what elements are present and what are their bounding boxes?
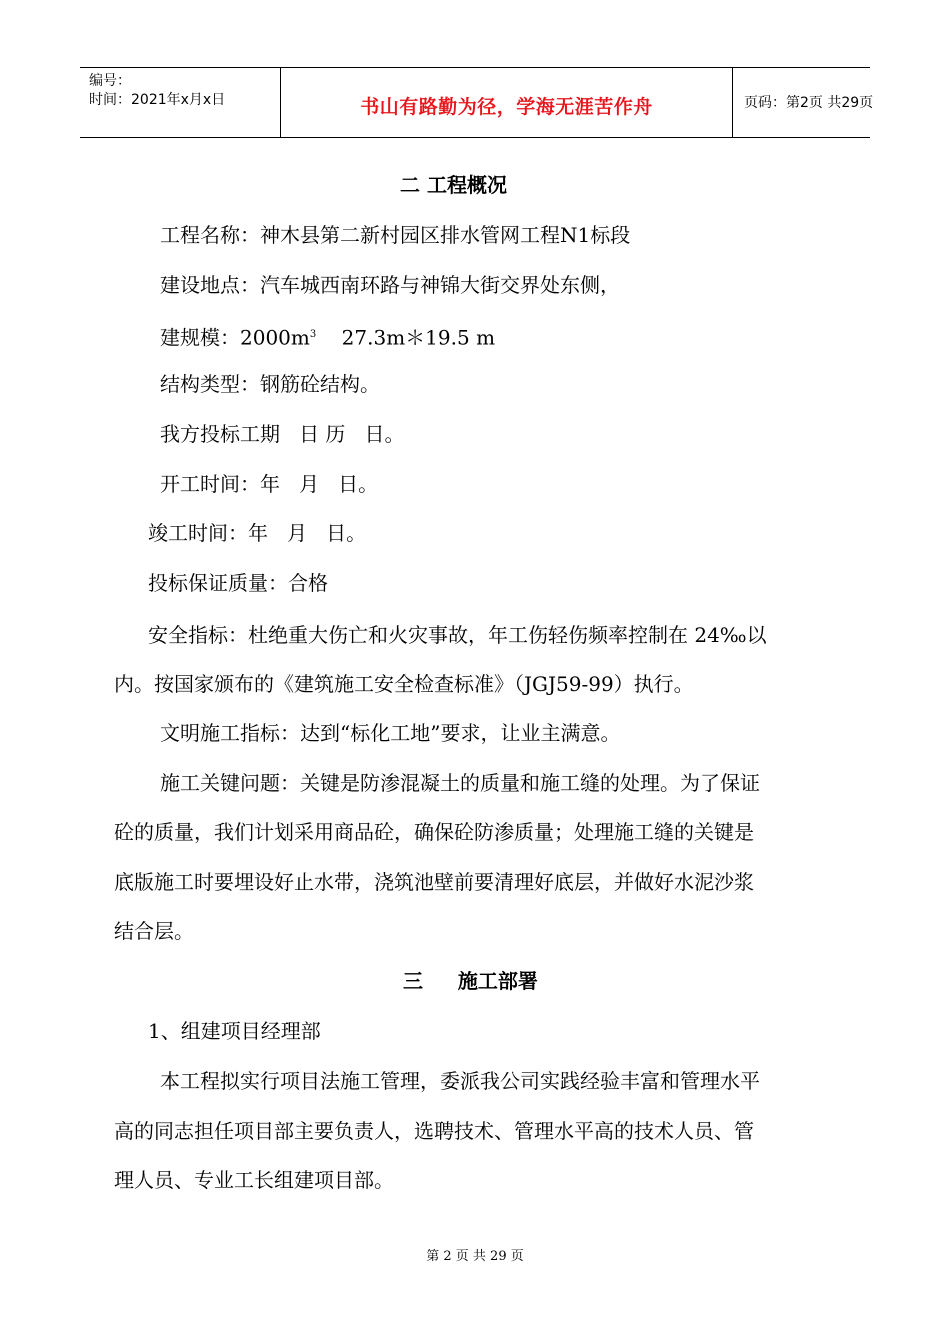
motto: 书山有路勤为径，学海无涯苦作舟	[360, 96, 653, 118]
scale-prefix: 建规模：2000m	[160, 325, 310, 350]
subsection-heading: 1、组建项目经理部	[148, 1019, 321, 1043]
construction-scale	[160, 321, 495, 352]
section-title-overview: 二 工程概况	[400, 173, 507, 197]
number-label: 编号：	[89, 73, 131, 89]
deployment-line-1: 本工程拟实行项目法施工管理，委派我公司实践经验丰富和管理水平	[160, 1069, 760, 1093]
bid-period: 我方投标工期 日 历 日。	[160, 422, 405, 446]
deployment-line-2: 高的同志担任项目部主要负责人，选聘技术、管理水平高的技术人员、管	[114, 1119, 754, 1143]
quality-target: 投标保证质量：合格	[148, 571, 328, 595]
scale-suffix: 27.3m＊19.5 m	[316, 325, 496, 350]
header-page-cell	[733, 68, 874, 137]
end-time: 竣工时间：年 月 日。	[148, 521, 367, 545]
page-header	[80, 67, 874, 138]
project-name: 工程名称：神木县第二新村园区排水管网工程N1标段	[160, 223, 631, 247]
key-issue-line-4: 结合层。	[114, 919, 194, 943]
time-label: 时间：2021年x月x日	[89, 92, 226, 108]
key-issue-line-3: 底版施工时要埋设好止水带，浇筑池壁前要清理好底层，并做好水泥沙浆	[114, 870, 754, 894]
key-issue-line-1: 施工关键问题：关键是防渗混凝土的质量和施工缝的处理。为了保证	[160, 771, 760, 795]
page-label: 页码：第2页 共29页	[744, 95, 874, 111]
safety-line-2: 内。按国家颁布的《建筑施工安全检查标准》（JGJ59-99）执行。	[114, 672, 694, 696]
page-footer: 第 2 页 共 29 页	[426, 1249, 524, 1264]
header-info-cell	[80, 68, 280, 137]
deployment-line-3: 理人员、专业工长组建项目部。	[114, 1168, 394, 1192]
safety-line-1: 安全指标：杜绝重大伤亡和火灾事故，年工伤轻伤频率控制在 24‰以	[148, 623, 767, 647]
section-title-deployment: 三 施工部署	[403, 969, 538, 993]
scale-superscript: 3	[309, 329, 317, 340]
header-motto-cell	[280, 68, 733, 137]
construction-location: 建设地点：汽车城西南环路与神锦大街交界处东侧，	[160, 273, 620, 297]
structure-type: 结构类型：钢筋砼结构。	[160, 372, 380, 396]
civilized-construction: 文明施工指标：达到“标化工地”要求，让业主满意。	[160, 721, 621, 745]
key-issue-line-2: 砼的质量，我们计划采用商品砼，确保砼防渗质量；处理施工缝的关键是	[114, 820, 754, 844]
start-time: 开工时间：年 月 日。	[160, 472, 379, 496]
